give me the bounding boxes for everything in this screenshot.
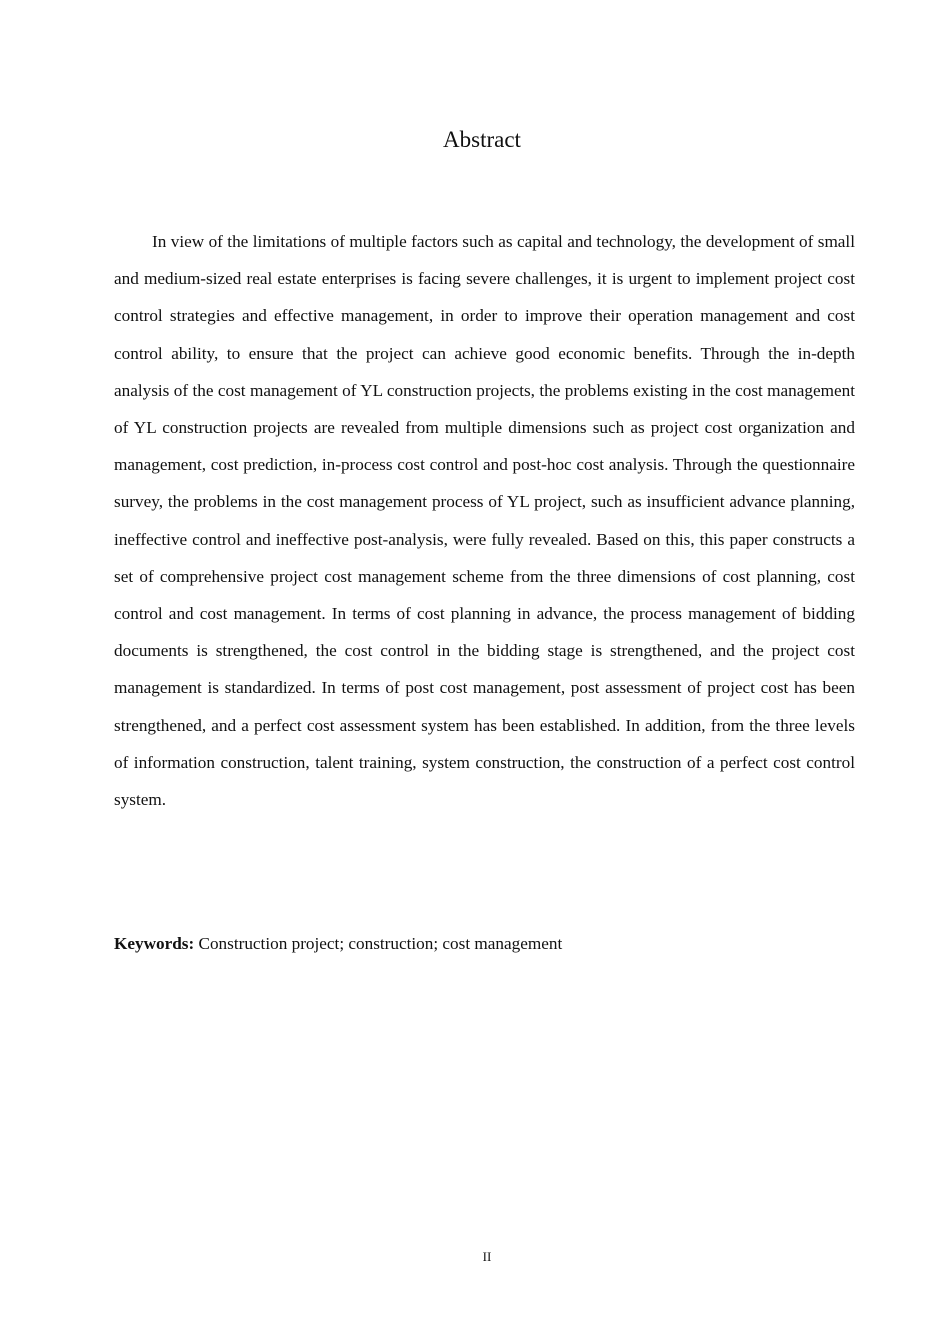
abstract-paragraph: In view of the limitations of multiple factors such as capital and technology, the development of small and medium-sized real estate enterprises is facing severe challenges, it is urgent to implement project cost control strategies and effective management, in order to improve their operation management and cost control ability, to ensure that the project can achieve good economic benefits. Through the in-depth analysis of the cost management of YL construction projects, the problems existing in the cost management of YL construction projects are revealed from multiple dimensions such as project cost organization and management, cost prediction, in-process cost control and post-hoc cost analysis. Through the questionnaire survey, the problems in the cost management process of YL project, such as insufficient advance planning, ineffective control and ineffective post-analysis, were fully revealed. Based on this, this paper constructs a set of comprehensive project cost management scheme from the three dimensions of cost planning, cost control and cost management. In terms of cost planning in advance, the process management of bidding documents is strengthened, the cost control in the bidding stage is strengthened, and the project cost management is standardized. In terms of post cost management, post assessment of project cost has been strengthened, and a perfect cost assessment system has been established. In addition, from the three levels of information construction, talent training, system construction, the construction of a perfect cost control system. [114,232,855,810]
keywords-line [114,928,855,960]
abstract-title: Abstract [443,127,521,152]
keywords-label: Keywords: [114,934,195,953]
page-number: II [482,1249,492,1264]
keywords-text: Construction project; construction; cost management [194,934,563,953]
